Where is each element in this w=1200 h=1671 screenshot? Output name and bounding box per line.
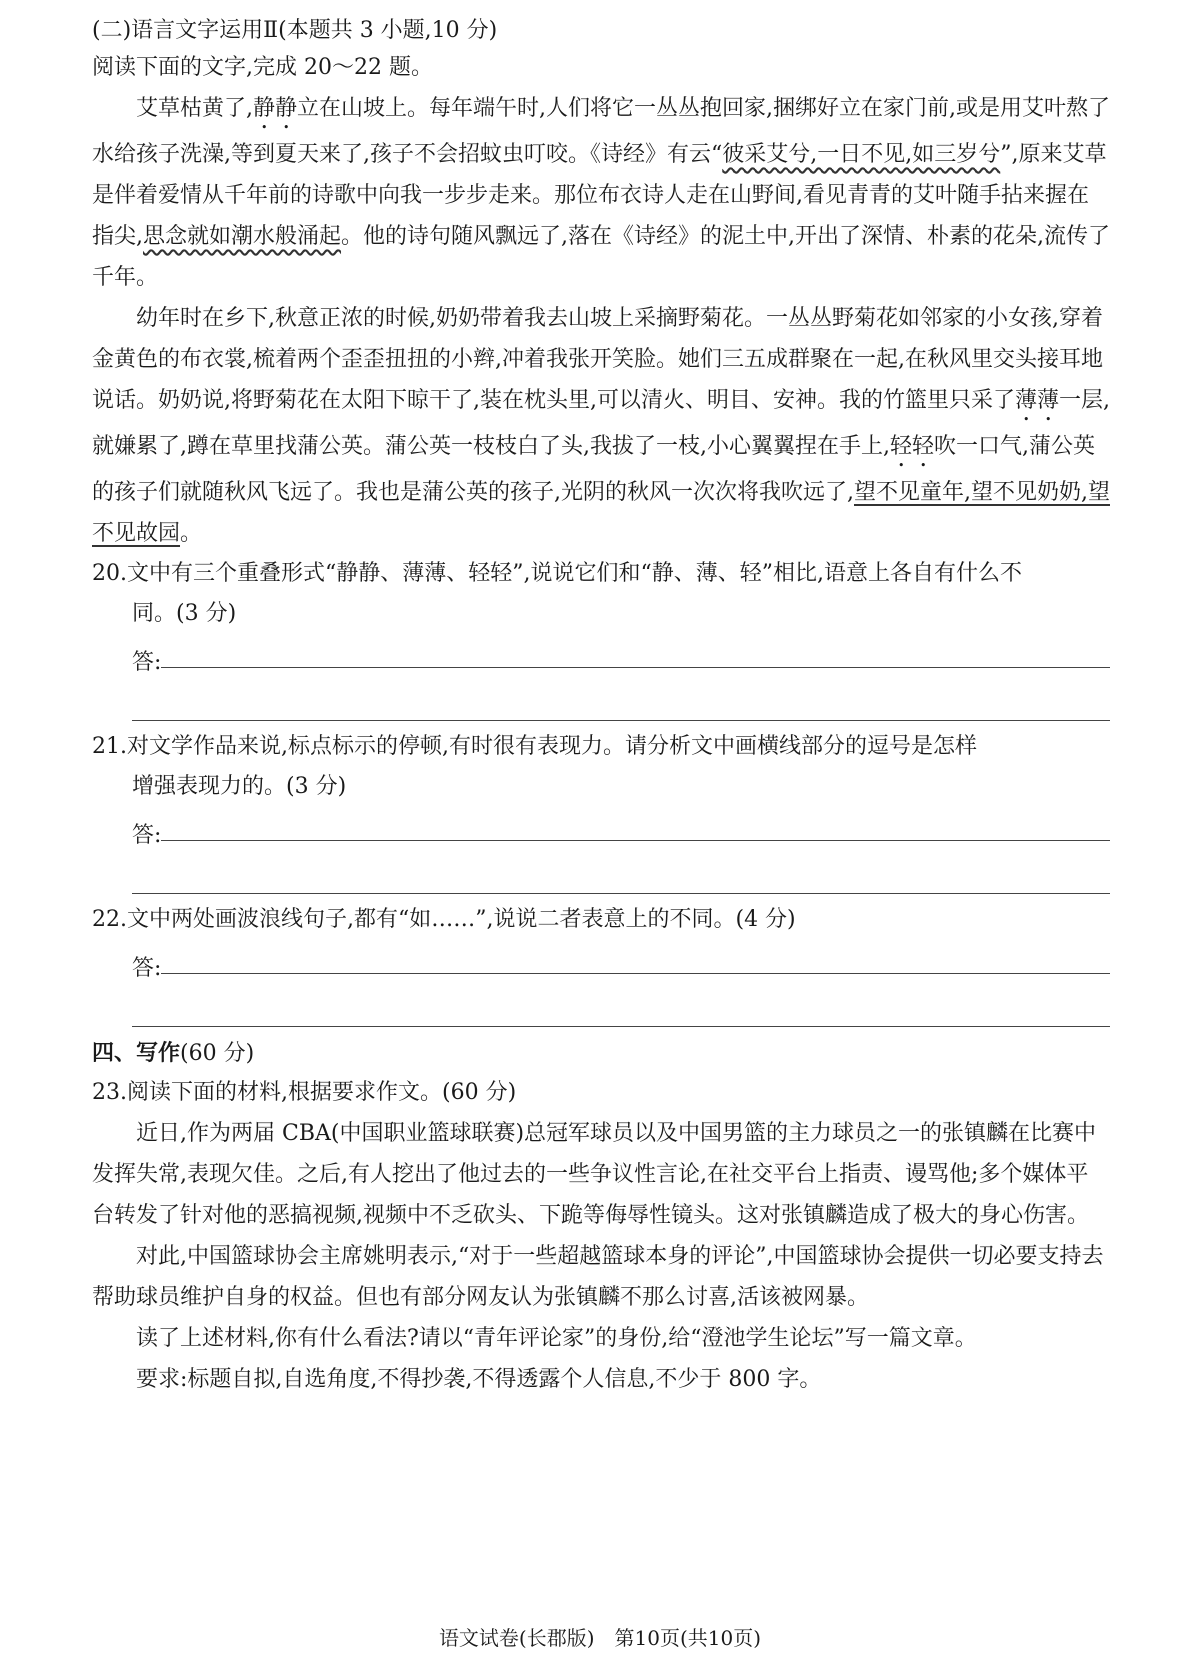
answer-line bbox=[161, 972, 1110, 974]
question-number: 20. bbox=[92, 561, 127, 586]
question-number: 22. bbox=[92, 907, 127, 932]
wavy-sentence-2: 思念就如潮水般涌起 bbox=[143, 224, 342, 249]
question-23 bbox=[92, 1073, 1110, 1113]
question-21 bbox=[92, 727, 1110, 894]
footer-page-number: 第10页(共10页) bbox=[614, 1626, 762, 1650]
section-heading: (二)语言文字运用Ⅱ(本题共 3 小题,10 分) bbox=[92, 18, 498, 43]
answer-label: 答: bbox=[132, 823, 162, 848]
material-paragraph-3: 读了上述材料,你有什么看法?请以“青年评论家”的身份,给“澄池学生论坛”写一篇文章。 bbox=[136, 1326, 977, 1351]
answer-label: 答: bbox=[132, 650, 162, 675]
question-text: 对文学作品来说,标点标示的停顿,有时很有表现力。请分析文中画横线部分的逗号是怎样 bbox=[127, 734, 977, 759]
question-22 bbox=[92, 900, 1110, 1027]
dotted-word-baobao: 薄薄 bbox=[1014, 388, 1059, 413]
footer-subject: 语文试卷(长郡版) bbox=[438, 1626, 595, 1650]
answer-field-20[interactable] bbox=[92, 634, 1110, 676]
passage-paragraph-2: 幼年时在乡下,秋意正浓的时候,奶奶带着我去山坡上采摘野菊花。一丛丛野菊花如邻家的小女孩,穿着金黄色的布衣裳,梳着两个歪歪扭扭的小辫,冲着我张开笑脸。她们三五成群聚在一起,在秋风里交头接耳地说话。奶奶说,将野菊花在太阳下晾干了,装在枕头里,可以清火、明目、安神。我的竹篮里只采了薄薄一层,就嫌累了,蹲在草里找蒲公英。蒲公英一枝枝白了头,我拔了一枝,小心翼翼捏在手上,轻轻吹一口气,蒲公英的孩子们就随秋风飞远了。我也是蒲公英的孩子,光阴的秋风一次次将我吹远了,望不见童年,望不见奶奶,望不见故园。 bbox=[92, 306, 1110, 546]
answer-line bbox=[161, 839, 1110, 841]
dotted-word-qingqing: 轻轻 bbox=[889, 434, 934, 459]
question-20 bbox=[92, 554, 1110, 721]
wavy-sentence-1: 彼采艾兮,一日不见,如三岁兮 bbox=[722, 142, 1001, 167]
passage-paragraph-1: 艾草枯黄了,静静立在山坡上。每年端午时,人们将它一丛丛抱回家,捆绑好立在家门前,或是用艾叶熬了水给孩子洗澡,等到夏天来了,孩子不会招蚊虫叮咬。《诗经》有云“彼采艾兮,一日不见,如三岁兮”,原来艾草是伴着爱情从千年前的诗歌中向我一步步走来。那位布衣诗人走在山野间,看见青青的艾叶随手拈来握在指尖,思念就如潮水般涌起。他的诗句随风飘远了,落在《诗经》的泥土中,开出了深情、朴素的花朵,流传了千年。 bbox=[92, 96, 1110, 290]
material-paragraph-1: 近日,作为两届 CBA(中国职业篮球联赛)总冠军球员以及中国男篮的主力球员之一的张镇麟在比赛中发挥失常,表现欠佳。之后,有人挖出了他过去的一些争议性言论,在社交平台上指责、谩骂他;多个媒体平台转发了针对他的恶搞视频,视频中不乏砍头、下跪等侮辱性镜头。这对张镇麟造成了极大的身心伤害。 bbox=[92, 1121, 1097, 1228]
material-paragraph-2: 对此,中国篮球协会主席姚明表示,“对于一些超越篮球本身的评论”,中国篮球协会提供一切必要支持去帮助球员维护自身的权益。但也有部分网友认为张镇麟不那么讨喜,活该被网暴。 bbox=[92, 1244, 1104, 1310]
question-text-cont: 增强表现力的。(3 分) bbox=[132, 774, 347, 799]
question-text: 文中有三个重叠形式“静静、薄薄、轻轻”,说说它们和“静、薄、轻”相比,语意上各自有什么不 bbox=[127, 561, 1022, 586]
material-requirements: 要求:标题自拟,自选角度,不得抄袭,不得透露个人信息,不少于 800 字。 bbox=[136, 1367, 822, 1392]
answer-field-22[interactable] bbox=[92, 940, 1110, 982]
question-text-cont: 同。(3 分) bbox=[132, 601, 237, 626]
answer-line bbox=[161, 666, 1110, 668]
question-number: 21. bbox=[92, 734, 127, 759]
answer-field-21[interactable] bbox=[92, 807, 1110, 849]
dotted-word-jingjing: 静静 bbox=[253, 96, 298, 121]
page-footer bbox=[0, 1622, 1200, 1651]
answer-line-2[interactable] bbox=[132, 982, 1110, 1027]
exam-page bbox=[92, 14, 1110, 1400]
section-instruction: 阅读下面的文字,完成 20～22 题。 bbox=[92, 55, 433, 80]
answer-line-2[interactable] bbox=[132, 849, 1110, 894]
answer-line-2[interactable] bbox=[132, 676, 1110, 721]
answer-label: 答: bbox=[132, 956, 162, 981]
writing-heading: 四、写作(60 分) bbox=[92, 1040, 255, 1066]
question-number: 23. bbox=[92, 1080, 127, 1105]
question-text: 阅读下面的材料,根据要求作文。(60 分) bbox=[127, 1080, 517, 1105]
underlined-sentence: 望不见童年,望不见奶奶,望不见故园 bbox=[92, 480, 1110, 546]
question-text: 文中两处画波浪线句子,都有“如……”,说说二者表意上的不同。(4 分) bbox=[127, 907, 796, 932]
